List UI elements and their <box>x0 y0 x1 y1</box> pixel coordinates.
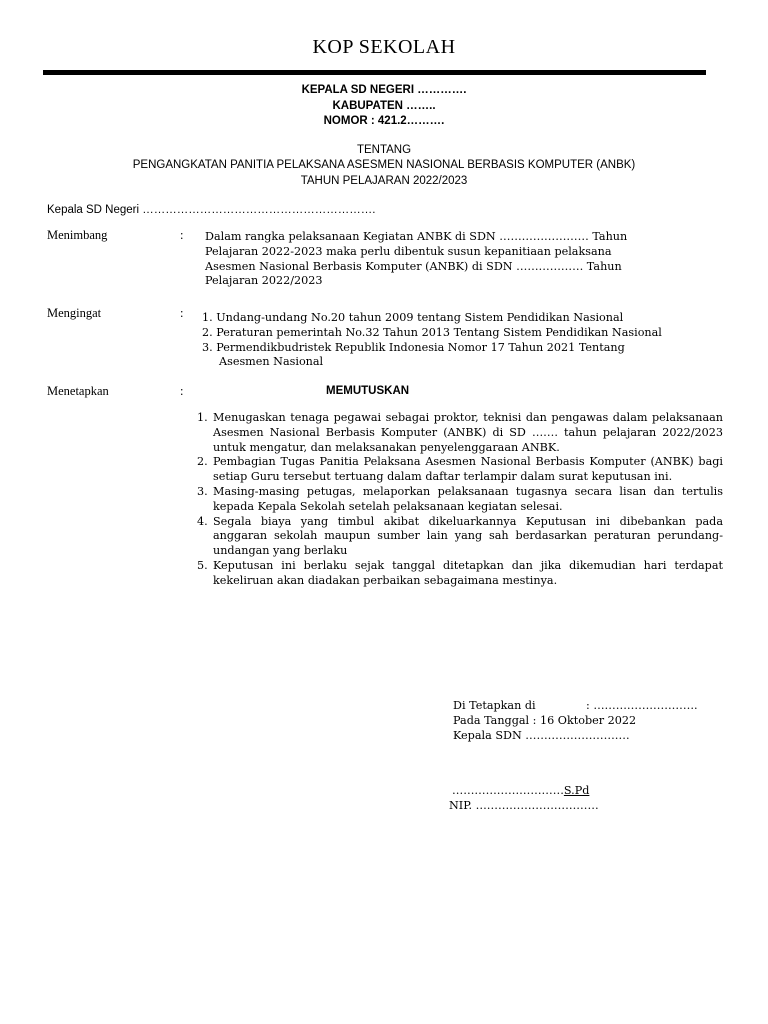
menimbang-text <box>205 230 627 289</box>
kepala-line: KEPALA SD NEGERI …………. <box>301 84 467 96</box>
tentang-line: TENTANG <box>356 144 412 156</box>
list-item: 5. Keputusan ini berlaku sejak tanggal ditetapkan dan jika dikemudian hari terdapat kekeliruan akan diadakan perbaikan sebagaimana mestinya. <box>197 558 723 587</box>
menimbang-line: Pelajaran 2022/2023 <box>205 274 323 288</box>
kepala-sdn-line: Kepala SDN ………………………. <box>453 729 630 742</box>
perihal-line: PENGANGKATAN PANITIA PELAKSANA ASESMEN NASIONAL BERBASIS KOMPUTER (ANBK) <box>132 159 636 171</box>
mengingat-colon: : <box>180 306 184 320</box>
tahun-line: TAHUN PELAJARAN 2022/2023 <box>300 175 468 187</box>
menetapkan-colon: : <box>180 384 184 398</box>
list-item: 2. Peraturan pemerintah No.32 Tahun 2013 Tentang Sistem Pendidikan Nasional <box>202 325 662 339</box>
menimbang-line: Pelajaran 2022-2023 maka perlu dibentuk susun kepanitiaan pelaksana <box>205 244 612 258</box>
ditetapkan-value: : ………………………. <box>586 699 698 712</box>
menetapkan-label: Menetapkan <box>47 384 109 398</box>
list-item: 1. Undang-undang No.20 tahun 2009 tentang Sistem Pendidikan Nasional <box>202 311 624 324</box>
ditetapkan-label: Di Tetapkan di <box>453 699 536 712</box>
menimbang-line: Dalam rangka pelaksanaan Kegiatan ANBK di SDN …………………… Tahun <box>205 230 628 243</box>
nomor-line: NOMOR : 421.2………. <box>323 115 445 127</box>
menimbang-colon: : <box>180 228 184 242</box>
list-item: 3. Permendikbudristek Republik Indonesia Nomor 17 Tahun 2021 Tentang <box>202 340 625 354</box>
nip-line: NIP. …………………………… <box>449 799 599 812</box>
kabupaten-line: KABUPATEN …….. <box>332 100 436 112</box>
menimbang-line: Asesmen Nasional Berbasis Komputer (ANBK) di SDN ……………… Tahun <box>205 259 622 273</box>
header-rule <box>43 70 706 75</box>
opening-line: Kepala SD Negeri ……………………………………………………. <box>47 204 376 216</box>
mengingat-label: Mengingat <box>47 306 102 320</box>
list-item: 3. Masing-masing petugas, melaporkan pelaksanaan tugasnya secara lisan dan tertulis kepada Kepala Sekolah setelah pelaksanaan kegiatan selesai. <box>197 484 723 513</box>
name-suffix: S.Pd <box>563 784 590 797</box>
memutuskan-heading: MEMUTUSKAN <box>326 385 410 397</box>
mengingat-list <box>202 311 662 370</box>
tanggal-line: Pada Tanggal : 16 Oktober 2022 <box>453 714 637 727</box>
list-item: 1. Menugaskan tenaga pegawai sebagai proktor, teknisi dan pengawas dalam pelaksanaan Asesmen Nasional Berbasis Komputer (ANBK) di SD ……. tahun pelajaran 2022/2023 untuk mengatur, dan melaksanakan penyelenggaraan ANBK. <box>197 411 723 454</box>
menimbang-label: Menimbang <box>47 228 108 242</box>
signatory-name: …………………………S.Pd <box>452 784 590 797</box>
menetapkan-list <box>197 411 723 589</box>
list-item-continuation: Asesmen Nasional <box>219 355 324 369</box>
list-item: 2. Pembagian Tugas Panitia Pelaksana Asesmen Nasional Berbasis Komputer (ANBK) bagi setiap Guru tersebut tertuang dalam daftar terlampir dalam surat keputusan ini. <box>197 455 723 484</box>
kop-sekolah: KOP SEKOLAH <box>312 36 456 58</box>
list-item: 4. Segala biaya yang timbul akibat dikeluarkannya Keputusan ini dibebankan pada anggaran sekolah maupun sumber lain yang sah berdasarkan peraturan perundang-undangan yang berlaku <box>197 514 723 558</box>
